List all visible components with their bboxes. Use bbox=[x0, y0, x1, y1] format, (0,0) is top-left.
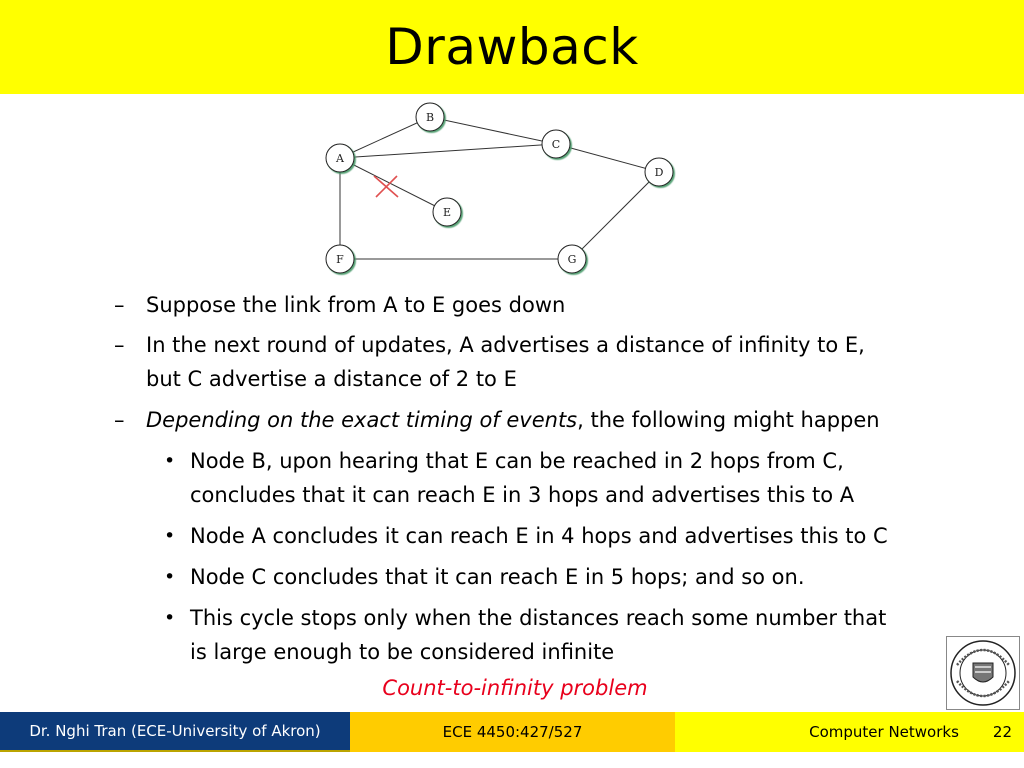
bullet-text: In the next round of updates, A advertises a distance of infinity to E, bbox=[146, 333, 865, 357]
bullet-text: but C advertise a distance of 2 to E bbox=[146, 367, 517, 391]
dot-marker: • bbox=[164, 525, 176, 547]
bullet-rest: , the following might happen bbox=[577, 408, 880, 432]
edge-d-g bbox=[572, 172, 659, 259]
university-seal-logo bbox=[946, 636, 1020, 710]
subbullet-text: Node C concludes that it can reach E in 5 hops; and so on. bbox=[190, 565, 805, 589]
dot-marker: • bbox=[164, 607, 176, 629]
node-a-label: A bbox=[336, 152, 344, 165]
bullet-text: Suppose the link from A to E goes down bbox=[146, 293, 566, 317]
subbullet-text: This cycle stops only when the distances reach some number that bbox=[190, 606, 887, 630]
node-e-label: E bbox=[442, 206, 452, 219]
footer-subject: Computer Networks bbox=[809, 723, 959, 741]
dash-marker: – bbox=[114, 293, 125, 317]
subbullet-text: Node B, upon hearing that E can be reached in 2 hops from C, bbox=[190, 449, 844, 473]
edge-a-e bbox=[340, 158, 447, 212]
broken-link-mark bbox=[374, 176, 398, 197]
dash-marker: – bbox=[114, 408, 125, 432]
footer-course: ECE 4450:427/527 bbox=[350, 712, 675, 752]
edge-b-c bbox=[430, 117, 556, 144]
node-b-label: B bbox=[425, 111, 435, 124]
bullet-text bbox=[146, 403, 880, 437]
page-number: 22 bbox=[992, 723, 1012, 741]
network-diagram bbox=[318, 98, 698, 278]
edge-a-c bbox=[340, 144, 556, 158]
node-d-label: D bbox=[654, 166, 664, 179]
title-bar bbox=[0, 0, 1024, 94]
dot-marker: • bbox=[164, 450, 176, 472]
subbullet-text: concludes that it can reach E in 3 hops and advertises this to A bbox=[190, 483, 855, 507]
node-g-label: G bbox=[567, 253, 577, 266]
callout-text: Count-to-infinity problem bbox=[382, 676, 648, 700]
node-c-label: C bbox=[551, 138, 561, 151]
footer-author: Dr. Nghi Tran (ECE-University of Akron) bbox=[0, 712, 350, 752]
dot-marker: • bbox=[164, 566, 176, 588]
footer bbox=[0, 712, 1024, 752]
slide-title: Drawback bbox=[385, 18, 639, 76]
footer-right bbox=[675, 712, 1024, 752]
dash-marker: – bbox=[114, 333, 125, 357]
subbullet-text: is large enough to be considered infinite bbox=[190, 640, 615, 664]
edge-a-b bbox=[340, 117, 430, 158]
bullet-emphasis: Depending on the exact timing of events bbox=[146, 408, 578, 432]
node-f-label: F bbox=[336, 253, 344, 266]
subbullet-text: Node A concludes it can reach E in 4 hops and advertises this to C bbox=[190, 524, 888, 548]
edge-c-d bbox=[556, 144, 659, 172]
